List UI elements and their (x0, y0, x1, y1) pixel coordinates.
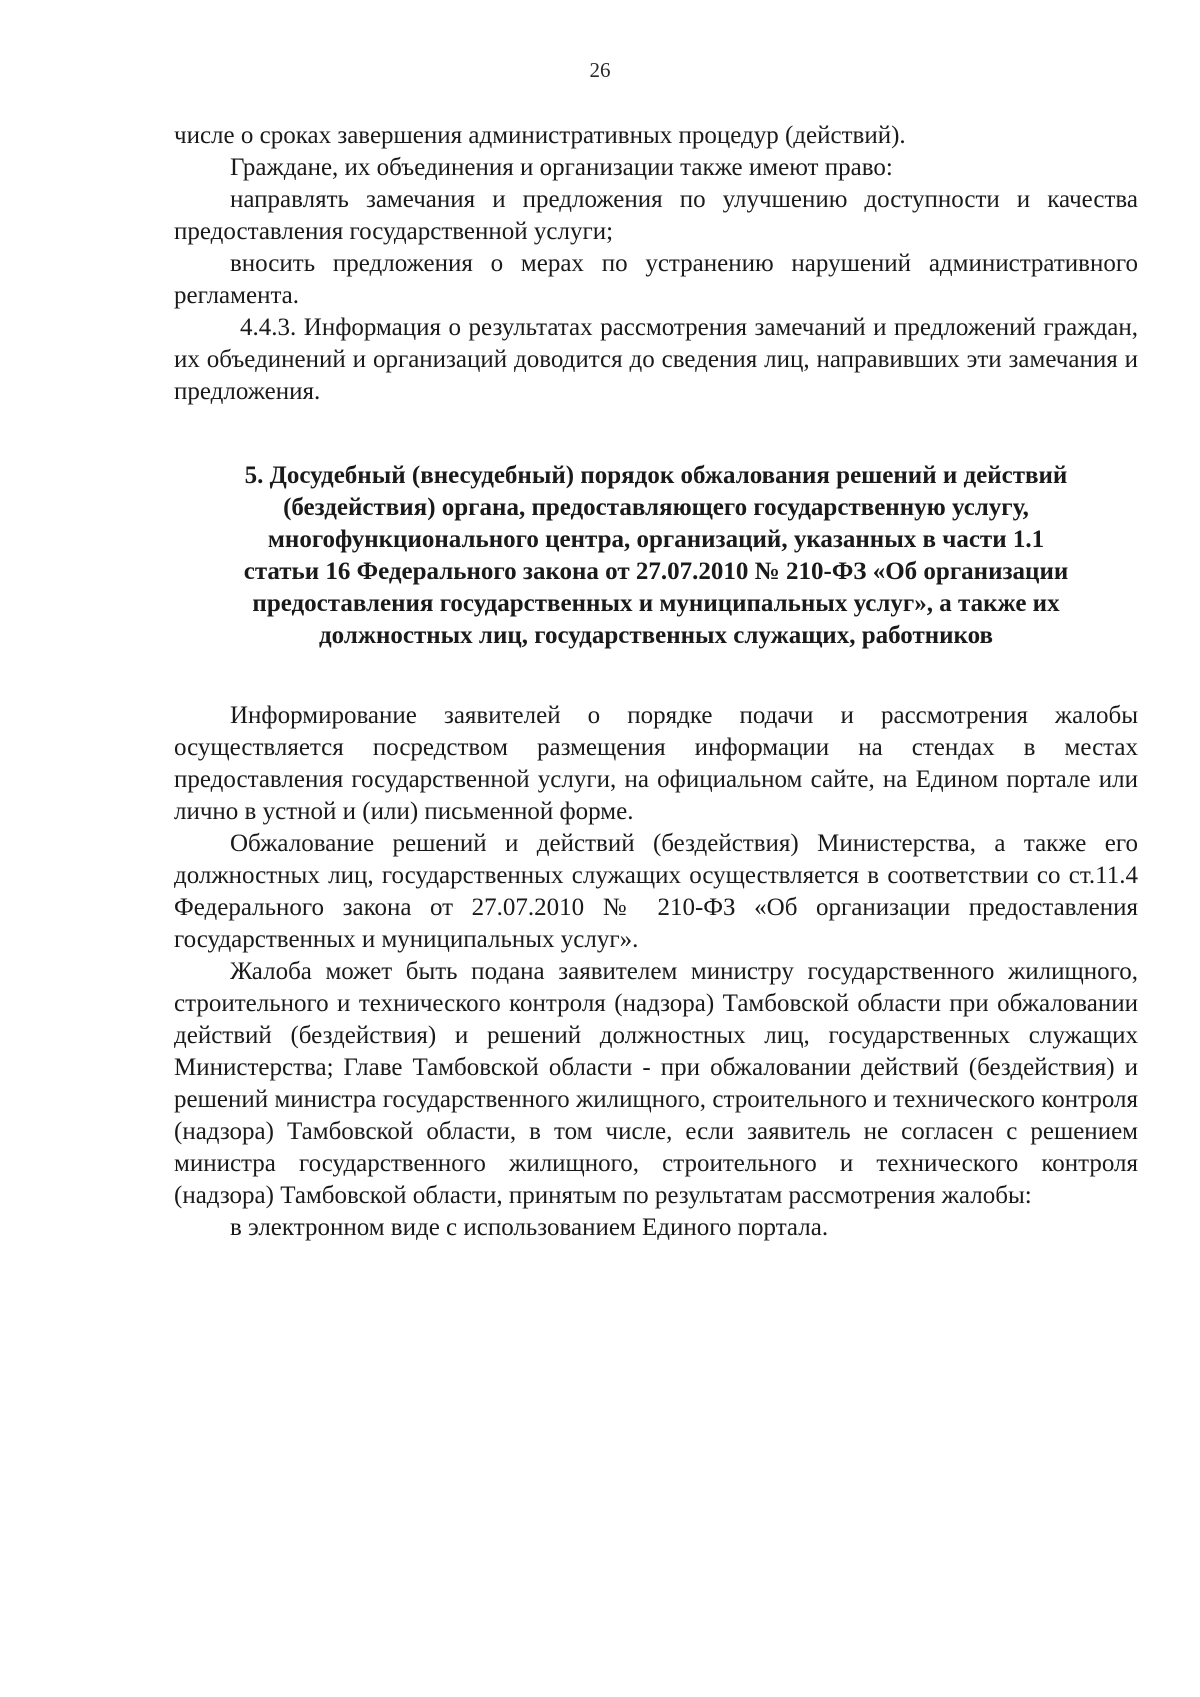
paragraph-citizens-rights: Граждане, их объединения и организации также имеют право: (230, 154, 893, 181)
paragraph-complaint-submission: Жалоба может быть подана заявителем министру государственного жилищного, строительного и технического контроля (надзора) Тамбовской области при обжаловании действий (бездействия) и решений должностных лиц, государственных служащих Министерства; Главе Тамбовской области - при обжаловании действий (бездействия) и решений министра государственного жилищного, строительного и технического контроля (надзора) Тамбовской области, в том числе, если заявитель не согласен с решением министра государственного жилищного, строительного и технического контроля (надзора) Тамбовской области, принятым по результатам рассмотрения жалобы: (174, 958, 1138, 1209)
page-number: 26 (589, 58, 611, 82)
heading-line: статьи 16 Федерального закона от 27.07.2010 № 210-ФЗ «Об организации (243, 558, 1069, 585)
heading-line: (бездействия) органа, предоставляющего государственную услугу, (283, 494, 1029, 521)
heading-line: должностных лиц, государственных служащих, работников (319, 622, 993, 649)
heading-line: предоставления государственных и муниципальных услуг», а также их (252, 590, 1060, 617)
heading-line: многофункционального центра, организаций, указанных в части 1.1 (267, 526, 1045, 553)
document-body (174, 120, 1138, 1244)
paragraph-send-remarks: направлять замечания и предложения по улучшению доступности и качества предоставления государственной услуги; (174, 186, 1138, 245)
section-5-heading (174, 460, 1138, 652)
paragraph-continuation: числе о сроках завершения административных процедур (действий). (174, 122, 906, 149)
paragraph-appeal-procedure: Обжалование решений и действий (бездействия) Министерства, а также его должностных лиц, государственных служащих осуществляется в соответствии со ст.11.4 Федерального закона от 27.07.2010 № 210-ФЗ «Об организации предоставления государственных и муниципальных услуг». (174, 830, 1138, 953)
paragraph-informing: Информирование заявителей о порядке подачи и рассмотрения жалобы осуществляется посредством размещения информации на стендах в местах предоставления государственной услуги, на официальном сайте, на Едином портале или лично в устной и (или) письменной форме. (174, 702, 1138, 825)
heading-line: 5. Досудебный (внесудебный) порядок обжалования решений и действий (244, 462, 1068, 489)
paragraph-submit-proposals: вносить предложения о мерах по устранению нарушений административного регламента. (174, 250, 1138, 309)
paragraph-electronic-form: в электронном виде с использованием Единого портала. (230, 1214, 829, 1241)
paragraph-4-4-3: 4.4.3. Информация о результатах рассмотрения замечаний и предложений граждан, их объединений и организаций доводится до сведения лиц, направивших эти замечания и предложения. (174, 314, 1138, 405)
